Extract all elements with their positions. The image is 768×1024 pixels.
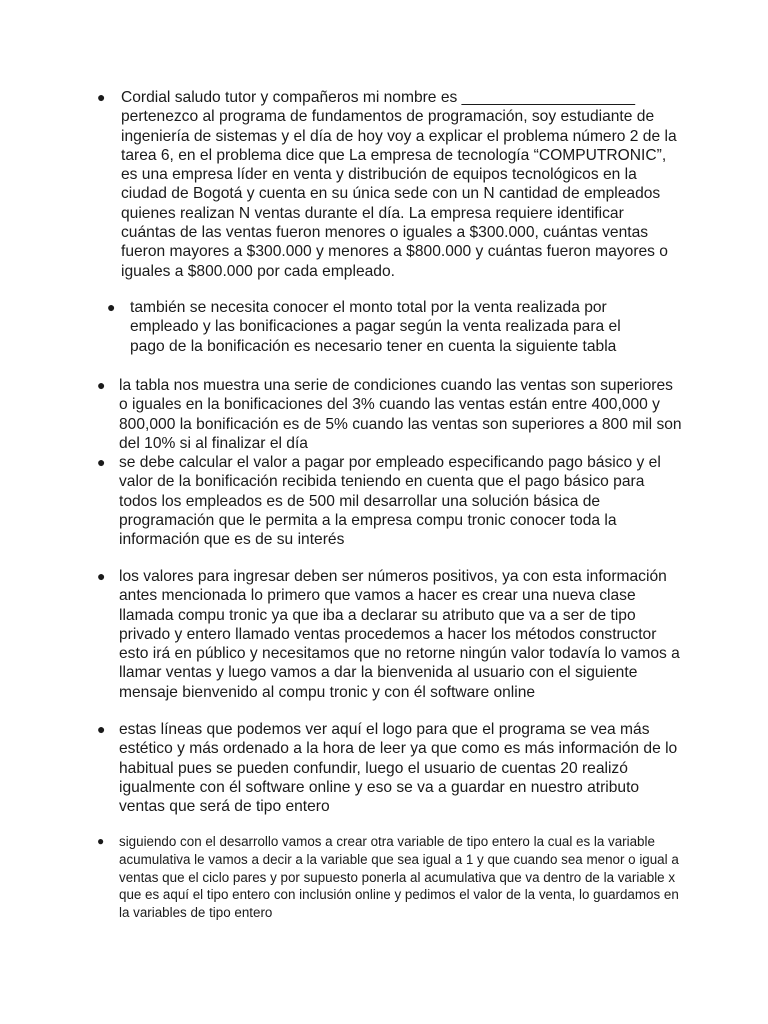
paragraph-valores <box>97 567 682 702</box>
paragraph-text: siguiendo con el desarrollo vamos a crear otra variable de tipo entero la cual es la variable acumulativa le vamos a decir a la variable que sea igual a 1 y que cuando sea menor o igual a ventas que el ciclo pares y por supuesto ponerla al acumulativa que va dentro de la variable x que es aquí el tipo entero con inclusión online y pedimos el valor de la venta, lo guardamos en la variables de tipo entero <box>119 834 679 921</box>
bullet-icon: ● <box>97 568 106 584</box>
paragraph-intro <box>97 88 682 281</box>
paragraph-desarrollo <box>97 833 682 922</box>
paragraph-calculo <box>97 453 682 549</box>
bullet-icon: ● <box>97 834 105 848</box>
paragraph-text: los valores para ingresar deben ser números positivos, ya con esta información antes mencionada lo primero que vamos a hacer es crear una nueva clase llamada compu tronic ya que iba a declarar su atributo que va a ser de tipo privado y entero llamado ventas procedemos a hacer los métodos constructor esto irá en público y necesitamos que no retorne ningún valor todavía lo vamos a llamar ventas y luego vamos a dar la bienvenida al usuario con el siguiente mensaje bienvenido al compu tronic y con él software online <box>119 568 680 701</box>
paragraph-text: también se necesita conocer el monto total por la venta realizada por empleado y las bonificaciones a pagar según la venta realizada para el pago de la bonificación es necesario tener en cuenta la siguiente tabla <box>130 299 621 355</box>
bullet-icon: ● <box>97 89 106 105</box>
paragraph-text: se debe calcular el valor a pagar por empleado especificando pago básico y el valor de la bonificación recibida teniendo en cuenta que el pago básico para todos los empleados es de 500 mil desarrollar una solución básica de programación que le permita a la empresa compu tronic conocer toda la información que es de su interés <box>119 454 661 549</box>
bullet-icon: ● <box>107 299 116 315</box>
paragraph-text: la tabla nos muestra una serie de condiciones cuando las ventas son superiores o iguales en la bonificaciones del 3% cuando las ventas están entre 400,000 y 800,000 la bonificación es de 5% cuando las ventas son superiores a 800 mil son del 10% si al finalizar el día <box>119 377 682 452</box>
bullet-icon: ● <box>97 454 106 470</box>
paragraph-monto-total <box>107 298 637 356</box>
paragraph-tabla <box>97 376 682 453</box>
bullet-icon: ● <box>97 377 106 393</box>
paragraph-lineas <box>97 720 682 816</box>
paragraph-text: estas líneas que podemos ver aquí el logo para que el programa se vea más estético y más ordenado a la hora de leer ya que como es más información de lo habitual pues se pueden confundir, luego el usuario de cuentas 20 realizó igualmente con él software online y eso se va a guardar en nuestro atributo ventas que será de tipo entero <box>119 721 678 816</box>
bullet-icon: ● <box>97 721 106 737</box>
paragraph-text: Cordial saludo tutor y compañeros mi nombre es ____________________ pertenezco al programa de fundamentos de programación, soy estudiante de ingeniería de sistemas y el día de hoy voy a explicar el problema número 2 de la tarea 6, en el problema dice que La empresa de tecnología “COMPUTRONIC”, es una empresa líder en venta y distribución de equipos tecnológicos en la ciudad de Bogotá y cuenta en su única sede con un N cantidad de empleados quienes realizan N ventas durante el día. La empresa requiere identificar cuántas de las ventas fueron menores o iguales a $300.000, cuántas ventas fueron mayores a $300.000 y menores a $800.000 y cuántas fueron mayores o iguales a $800.000 por cada empleado. <box>121 89 677 280</box>
